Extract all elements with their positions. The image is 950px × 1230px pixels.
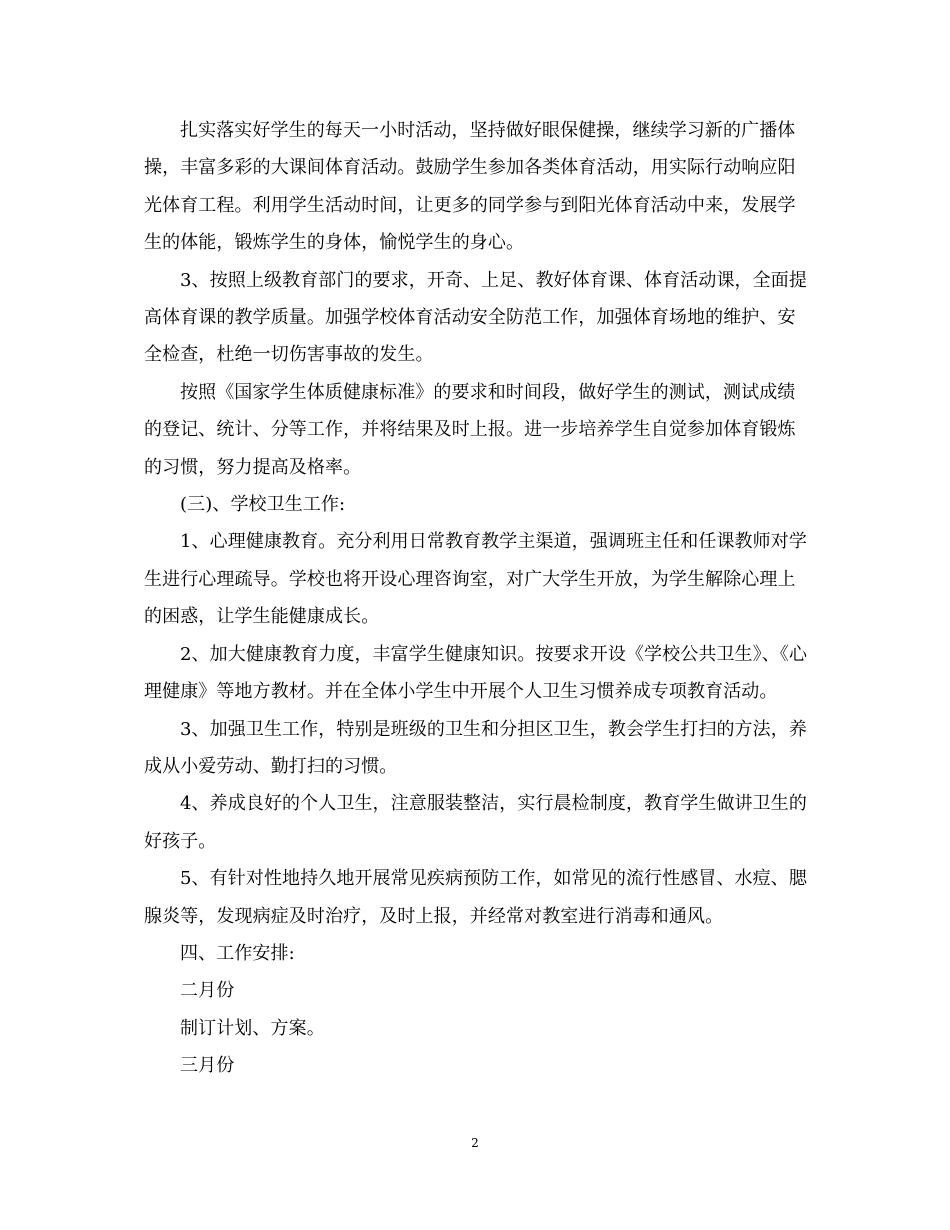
paragraph-pe-classes: 3、按照上级教育部门的要求，开奇、上足、教好体育课、体育活动课，全面提高体育课的教学质量。加强学校体育活动安全防范工作，加强体育场地的维护、安全检查，杜绝一切伤害事故的发生。 [144, 269, 807, 366]
document-body [144, 112, 810, 1085]
schedule-item-plans: 制订计划、方案。 [180, 1017, 325, 1039]
paragraph-mental-health: 1、心理健康教育。充分利用日常教育教学主渠道，强调班主任和任课教师对学生进行心理疏导。学校也将开设心理咨询室，对广大学生开放，为学生解除心理上的困惑，让学生能健康成长。 [144, 531, 807, 628]
paragraph-hygiene-work: 3、加强卫生工作，特别是班级的卫生和分担区卫生，教会学生打扫的方法，养成从小爱劳动、勤打扫的习惯。 [144, 718, 807, 777]
schedule-month-february: 二月份 [180, 980, 235, 1002]
section-heading-school-hygiene: (三)、学校卫生工作: [180, 494, 346, 516]
schedule-month-march: 三月份 [180, 1055, 235, 1077]
page-number: 2 [471, 1136, 479, 1150]
paragraph-health-education: 2、加大健康教育力度，丰富学生健康知识。按要求开设《学校公共卫生》、《心理健康》等地方教材。并在全体小学生中开展个人卫生习惯养成专项教育活动。 [144, 643, 808, 703]
paragraph-fitness-standard: 按照《国家学生体质健康标准》的要求和时间段，做好学生的测试，测试成绩的登记、统计、分等工作，并将结果及时上报。进一步培养学生自觉参加体育锻炼的习惯，努力提高及格率。 [144, 381, 796, 478]
paragraph-sports-activities: 扎实落实好学生的每天一小时活动，坚持做好眼保健操，继续学习新的广播体操，丰富多彩的大课间体育活动。鼓励学生参加各类体育活动，用实际行动响应阳光体育工程。利用学生活动时间，让更多的同学参与到阳光体育活动中来，发展学生的体能，锻炼学生的身体，愉悦学生的身心。 [144, 120, 796, 254]
paragraph-personal-hygiene: 4、养成良好的个人卫生，注意服装整洁，实行晨检制度，教育学生做讲卫生的好孩子。 [144, 793, 807, 852]
paragraph-disease-prevention: 5、有针对性地持久地开展常见疾病预防工作，如常见的流行性感冒、水痘、腮腺炎等，发现病症及时治疗，及时上报，并经常对教室进行消毒和通风。 [144, 868, 807, 927]
section-heading-work-schedule: 四、工作安排: [180, 942, 295, 964]
